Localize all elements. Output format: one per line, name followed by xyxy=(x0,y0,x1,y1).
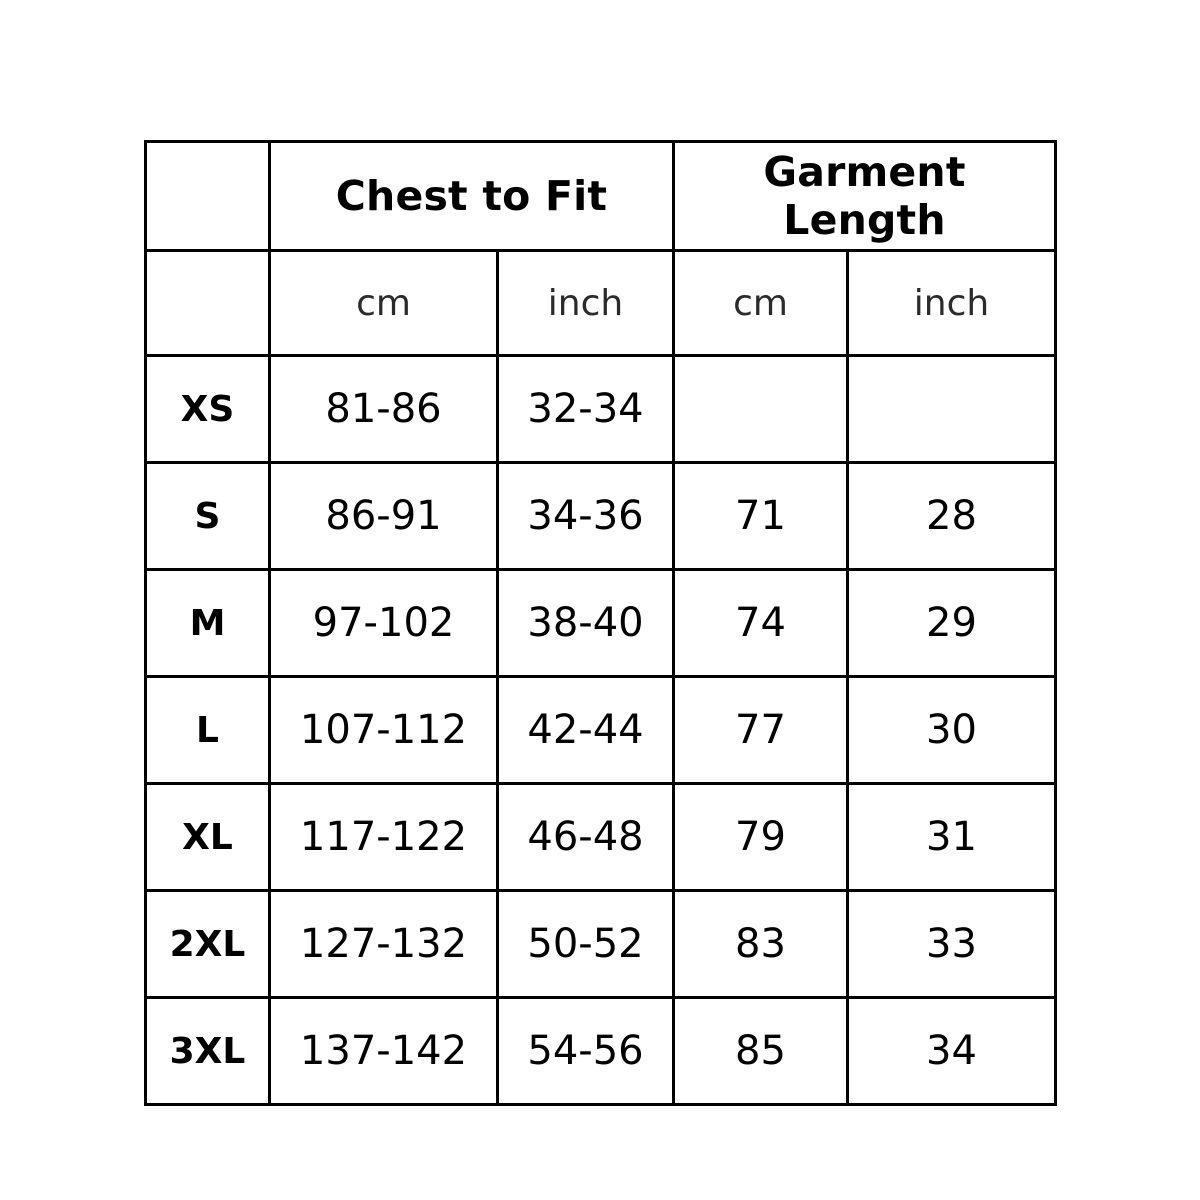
cell-chest-cm: 97-102 xyxy=(270,570,498,677)
cell-chest-inch: 34-36 xyxy=(498,463,674,570)
cell-length-cm xyxy=(674,356,848,463)
row-size-label: 3XL xyxy=(146,998,270,1105)
row-size-label: XL xyxy=(146,784,270,891)
table-row xyxy=(146,463,1056,570)
row-size-label: XS xyxy=(146,356,270,463)
cell-length-cm: 77 xyxy=(674,677,848,784)
cell-chest-cm: 107-112 xyxy=(270,677,498,784)
cell-length-cm: 79 xyxy=(674,784,848,891)
cell-length-inch: 30 xyxy=(848,677,1056,784)
cell-chest-inch: 32-34 xyxy=(498,356,674,463)
group-header-length: Garment Length xyxy=(674,142,1056,251)
cell-length-inch: 33 xyxy=(848,891,1056,998)
cell-length-inch: 28 xyxy=(848,463,1056,570)
unit-header-chest-inch: inch xyxy=(498,251,674,356)
cell-length-cm: 83 xyxy=(674,891,848,998)
cell-chest-inch: 54-56 xyxy=(498,998,674,1105)
unit-header-length-inch: inch xyxy=(848,251,1056,356)
table-row xyxy=(146,677,1056,784)
cell-chest-inch: 46-48 xyxy=(498,784,674,891)
table-row xyxy=(146,998,1056,1105)
cell-chest-inch: 38-40 xyxy=(498,570,674,677)
corner-blank-cell-2 xyxy=(146,251,270,356)
cell-length-cm: 74 xyxy=(674,570,848,677)
unit-header-length-cm: cm xyxy=(674,251,848,356)
row-size-label: L xyxy=(146,677,270,784)
cell-length-inch: 31 xyxy=(848,784,1056,891)
cell-length-cm: 71 xyxy=(674,463,848,570)
row-size-label: M xyxy=(146,570,270,677)
table-row xyxy=(146,570,1056,677)
corner-blank-cell xyxy=(146,142,270,251)
cell-chest-inch: 50-52 xyxy=(498,891,674,998)
cell-chest-cm: 81-86 xyxy=(270,356,498,463)
cell-length-cm: 85 xyxy=(674,998,848,1105)
cell-chest-cm: 86-91 xyxy=(270,463,498,570)
cell-chest-inch: 42-44 xyxy=(498,677,674,784)
table-row xyxy=(146,356,1056,463)
row-size-label: 2XL xyxy=(146,891,270,998)
cell-length-inch xyxy=(848,356,1056,463)
unit-header-chest-cm: cm xyxy=(270,251,498,356)
cell-chest-cm: 127-132 xyxy=(270,891,498,998)
table-row xyxy=(146,891,1056,998)
table-unit-header-row xyxy=(146,251,1056,356)
row-size-label: S xyxy=(146,463,270,570)
group-header-chest: Chest to Fit xyxy=(270,142,674,251)
size-chart-table xyxy=(144,140,1057,1106)
cell-chest-cm: 117-122 xyxy=(270,784,498,891)
table-row xyxy=(146,784,1056,891)
table-group-header-row xyxy=(146,142,1056,251)
cell-length-inch: 29 xyxy=(848,570,1056,677)
cell-length-inch: 34 xyxy=(848,998,1056,1105)
cell-chest-cm: 137-142 xyxy=(270,998,498,1105)
size-chart-container xyxy=(144,140,1054,1106)
